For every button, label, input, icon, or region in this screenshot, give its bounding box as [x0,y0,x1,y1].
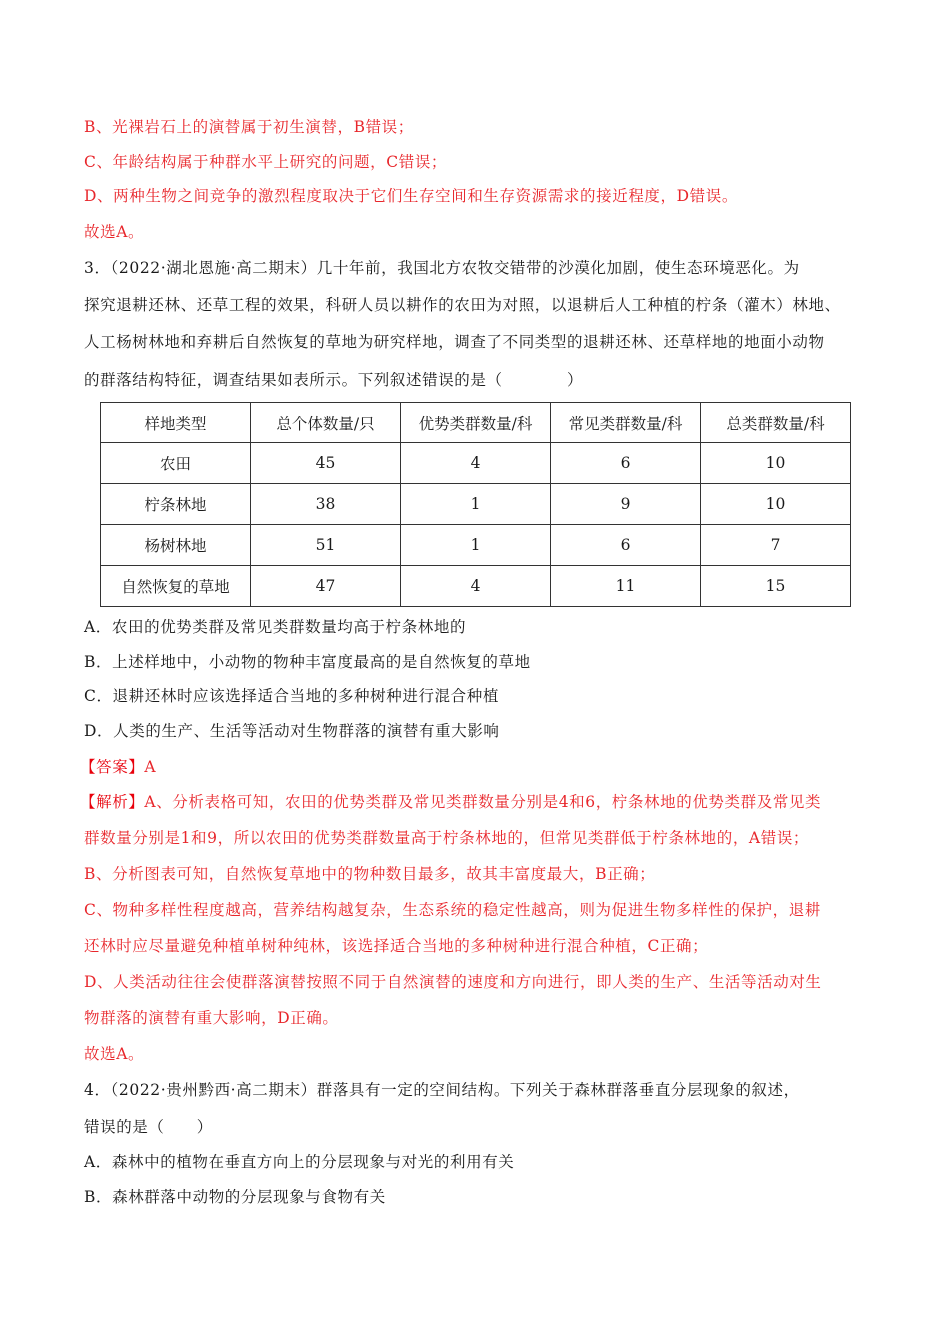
q3-option-b: B．上述样地中，小动物的物种丰富度最高的是自然恢复的草地 [84,653,531,671]
table-cell: 杨树林地 [101,525,251,566]
q3-stem-line-4: 的群落结构特征，调查结果如表所示。下列叙述错误的是（ ） [84,371,584,389]
prev-explanation-line-c: C、年龄结构属于种群水平上研究的问题，C错误； [84,153,448,171]
prev-explanation-line-b: B、光裸岩石上的演替属于初生演替，B错误； [84,118,414,136]
q4-stem-line-1: 4．（2022·贵州黔西·高二期末）群落具有一定的空间结构。下列关于森林群落垂直分层现象的叙述， [84,1081,800,1099]
table-cell: 15 [701,566,851,607]
q3-analysis-line-6: D、人类活动往往会使群落演替按照不同于自然演替的速度和方向进行，即人类的生产、生活等活动对生 [84,973,822,991]
q3-option-c: C．退耕还林时应该选择适合当地的多种树种进行混合种植 [84,687,499,705]
q3-option-d: D．人类的生产、生活等活动对生物群落的演替有重大影响 [84,722,500,740]
table-cell: 柠条林地 [101,484,251,525]
table-cell: 4 [401,566,551,607]
table-cell: 51 [251,525,401,566]
table-row [101,443,851,484]
table-cell: 10 [701,443,851,484]
q3-analysis-line-1 [80,792,821,812]
table-header-row [101,403,851,443]
q3-stem-line-2: 探究退耕还林、还草工程的效果，科研人员以耕作的农田为对照，以退耕后人工种植的柠条（灌木）林地、 [84,296,841,314]
q3-analysis-line-4: C、物种多样性程度越高，营养结构越复杂，生态系统的稳定性越高，则为促进生物多样性的保护，退耕 [84,901,821,919]
table-header-cell: 常见类群数量/科 [551,403,701,443]
q4-stem-line-2: 错误的是（ ） [84,1118,213,1136]
q3-analysis-line-2: 群数量分别是1和9，所以农田的优势类群数量高于柠条林地的，但常见类群低于柠条林地的，A错误； [84,829,810,847]
answer-value: A [144,758,157,776]
table-header-cell: 优势类群数量/科 [401,403,551,443]
table-header-cell: 总类群数量/科 [701,403,851,443]
table-cell: 1 [401,484,551,525]
table-cell: 农田 [101,443,251,484]
table-cell: 7 [701,525,851,566]
q3-stem-line-1: 3．（2022·湖北恩施·高二期末）几十年前，我国北方农牧交错带的沙漠化加剧，使生态环境恶化。为 [84,259,800,277]
analysis-tag: 【解析】 [80,793,145,811]
table-row [101,566,851,607]
table-cell: 47 [251,566,401,607]
table-row [101,484,851,525]
table-cell: 11 [551,566,701,607]
table-header-cell: 总个体数量/只 [251,403,401,443]
answer-tag: 【答案】 [80,758,145,776]
table-cell: 9 [551,484,701,525]
q3-analysis-line-7: 物群落的演替有重大影响，D正确。 [84,1009,339,1027]
table-cell: 6 [551,443,701,484]
table-row [101,525,851,566]
prev-explanation-line-d: D、两种生物之间竞争的激烈程度取决于它们生存空间和生存资源需求的接近程度，D错误。 [84,187,738,205]
table-cell: 自然恢复的草地 [101,566,251,607]
q3-stem-line-3: 人工杨树林地和弃耕后自然恢复的草地为研究样地，调查了不同类型的退耕还林、还草样地的地面小动物 [84,333,825,351]
table-cell: 1 [401,525,551,566]
q3-analysis-line-5: 还林时应尽量避免种植单树种纯林，该选择适合当地的多种树种进行混合种植，C正确； [84,937,709,955]
q4-option-a: A．森林中的植物在垂直方向上的分层现象与对光的利用有关 [84,1153,515,1171]
q3-answer [80,757,156,777]
prev-conclusion: 故选A。 [84,223,145,241]
table-cell: 45 [251,443,401,484]
table-cell: 4 [401,443,551,484]
analysis-text: A、分析表格可知，农田的优势类群及常见类群数量分别是4和6，柠条林地的优势类群及常见类 [144,793,822,811]
table-header-cell: 样地类型 [101,403,251,443]
q3-option-a: A．农田的优势类群及常见类群数量均高于柠条林地的 [84,618,467,636]
q3-data-table [100,402,851,607]
table-cell: 38 [251,484,401,525]
table-cell: 10 [701,484,851,525]
q3-analysis-line-3: B、分析图表可知，自然恢复草地中的物种数目最多，故其丰富度最大，B正确； [84,865,656,883]
q3-conclusion: 故选A。 [84,1045,145,1063]
q4-option-b: B．森林群落中动物的分层现象与食物有关 [84,1188,386,1206]
table-cell: 6 [551,525,701,566]
